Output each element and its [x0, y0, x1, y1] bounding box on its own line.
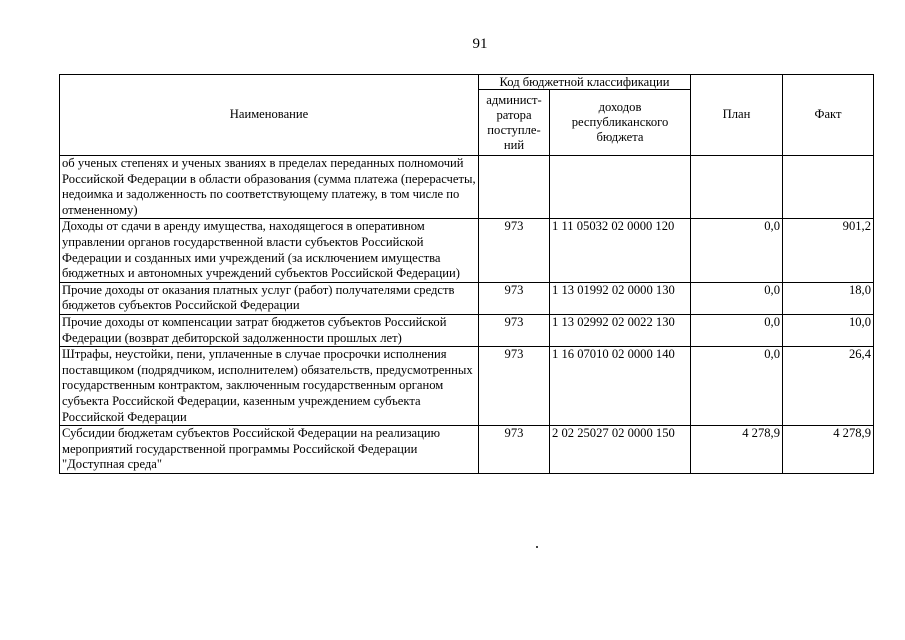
table-row	[60, 426, 874, 474]
row-code: 1 13 01992 02 0000 130	[550, 282, 691, 314]
table-row	[60, 282, 874, 314]
header-plan: План	[691, 75, 783, 156]
header-fact: Факт	[783, 75, 874, 156]
row-plan	[691, 156, 783, 219]
row-fact: 10,0	[783, 314, 874, 346]
row-name: об ученых степенях и ученых званиях в пределах переданных полномочий Российской Федерации в области образования (сумма платежа (перерасчеты, недоимка и задолженность по соответствующему платежу, в том числе по отмененному)	[60, 156, 479, 219]
row-name: Прочие доходы от оказания платных услуг (работ) получателями средств бюджетов субъектов Российской Федерации	[60, 282, 479, 314]
row-administrator	[479, 156, 550, 219]
row-administrator: 973	[479, 282, 550, 314]
table-row	[60, 156, 874, 219]
row-plan: 4 278,9	[691, 426, 783, 474]
row-code: 2 02 25027 02 0000 150	[550, 426, 691, 474]
row-name: Прочие доходы от компенсации затрат бюджетов субъектов Российской Федерации (возврат дебиторской задолженности прошлых лет)	[60, 314, 479, 346]
table-row	[60, 219, 874, 282]
row-fact: 4 278,9	[783, 426, 874, 474]
row-fact: 26,4	[783, 347, 874, 426]
row-name: Доходы от сдачи в аренду имущества, находящегося в оперативном управлении органов государственной власти субъектов Российской Федерации и созданных ими учреждений (за исключением имущества бюджетных и автономных учреждений субъектов Российской Федерации)	[60, 219, 479, 282]
header-revenue-code: доходов республиканского бюджета	[550, 90, 691, 156]
page-number: 91	[472, 36, 488, 52]
row-administrator: 973	[479, 219, 550, 282]
row-plan: 0,0	[691, 282, 783, 314]
scan-speck	[536, 546, 538, 548]
table-row	[60, 314, 874, 346]
header-administrator: админист-ратора поступле-ний	[479, 90, 550, 156]
table-row	[60, 347, 874, 426]
row-code	[550, 156, 691, 219]
row-plan: 0,0	[691, 347, 783, 426]
row-fact	[783, 156, 874, 219]
row-fact: 18,0	[783, 282, 874, 314]
row-name: Штрафы, неустойки, пени, уплаченные в случае просрочки исполнения поставщиком (подрядчиком, исполнителем) обязательств, предусмотренных государственным контрактом, заключенным государственным органом субъекта Российской Федерации, казенным учреждением субъекта Российской Федерации	[60, 347, 479, 426]
row-name: Субсидии бюджетам субъектов Российской Федерации на реализацию мероприятий государственной программы Российской Федерации "Доступная среда"	[60, 426, 479, 474]
row-administrator: 973	[479, 314, 550, 346]
row-plan: 0,0	[691, 219, 783, 282]
row-fact: 901,2	[783, 219, 874, 282]
budget-table	[59, 74, 874, 474]
row-code: 1 11 05032 02 0000 120	[550, 219, 691, 282]
row-administrator: 973	[479, 426, 550, 474]
row-code: 1 13 02992 02 0022 130	[550, 314, 691, 346]
header-name: Наименование	[60, 75, 479, 156]
row-plan: 0,0	[691, 314, 783, 346]
row-code: 1 16 07010 02 0000 140	[550, 347, 691, 426]
row-administrator: 973	[479, 347, 550, 426]
header-code-group: Код бюджетной классификации	[479, 75, 691, 90]
